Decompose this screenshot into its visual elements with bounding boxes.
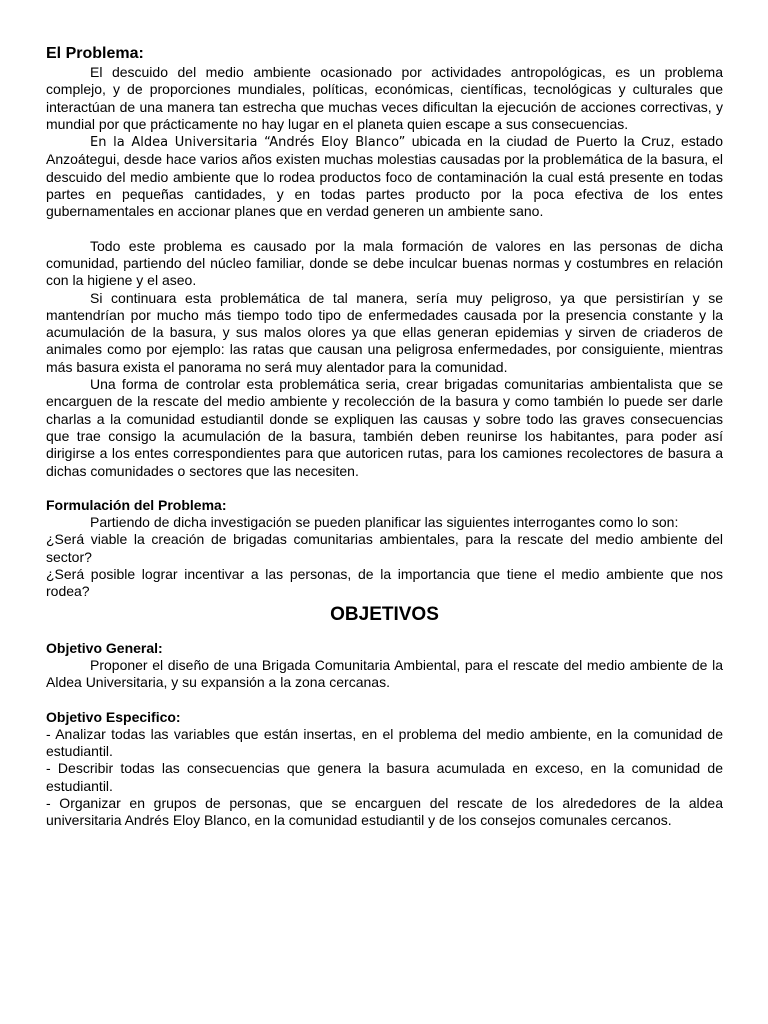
specific-objective-item: - Analizar todas las variables que están insertas, en el problema del medio ambiente, en la comunidad de estudiantil. [46,725,723,760]
objectives-title: OBJETIVOS [330,603,439,625]
formulation-question-1: ¿Será viable la creación de brigadas comunitarias ambientales, para la rescate del medio ambiente del sector? [46,531,723,565]
specific-objective-heading: Objetivo Especifico: [46,708,181,725]
spacer [46,627,723,640]
formulation-heading: Formulación del Problema: [46,496,227,513]
problem-paragraph-4: Si continuara esta problemática de tal manera, sería muy peligroso, ya que persistirían y se mantendrían por mucho más tiempo todo tipo de enfermedades causada por la presencia constante y la acumulación de la basura, y sus malos olores ya que ellas generan epidemias y sirven de criaderos de animales como por ejemplo: las ratas que causan una peligrosa enfermedades, por consiguiente, mientras más basura exista el panorama no será muy alentador para la comunidad. [46,289,723,375]
general-objective-text: Proponer el diseño de una Brigada Comunitaria Ambiental, para el rescate del medio ambiente de la Aldea Universitaria, y su expansión a la zona cercanas. [46,656,723,691]
problem-paragraph-1: El descuido del medio ambiente ocasionado por actividades antropológicas, es un problema complejo, y de proporciones mundiales, políticas, económicas, científicas, tecnológicas y culturales que interactúan de una manera tan estrecha que muchas veces dificultan la ejecución de acciones correctivas, y mundial por que prácticamente no hay lugar en el planeta quien escape a sus consecuencias. [46,64,723,132]
problem-paragraph-2-rest: ubicada en la ciudad de Puerto la Cruz, estado Anzoátegui, desde hace varios años existen muchas molestias causadas por la problemática de la basura, el descuido del medio ambiente que lo rodea productos foco de contaminación la cual está presente en todas partes en pequeñas cantidades, y en todas partes producto por la poca efectiva de los entes gubernamentales en accionar planes que en verdad generen un ambiente sano. [46,133,723,220]
document-page [46,44,723,830]
specific-objective-item: - Describir todas las consecuencias que genera la basura acumulada en exceso, en la comunidad de estudiantil. [46,760,723,794]
aldea-name: En la Aldea Universitaria “Andrés Eloy Blanco” [90,135,406,151]
spacer [46,692,723,709]
problem-heading: El Problema: [46,45,144,62]
problem-paragraph-5: Una forma de controlar esta problemática seria, crear brigadas comunitarias ambientalista que se encarguen de la rescate del medio ambiente y recolección de la basura y como también lo puede ser darle charlas a la comunidad estudiantil donde se expliquen las causas y sobre todo las graves consecuencias que trae consigo la acumulación de la basura, también deben reunirse los habitantes, para poder así dirigirse a los entes correspondientes para que autoricen rutas, para los camiones recolectores de basura a dichas comunidades o sectores que las necesiten. [46,376,723,479]
spacer [46,480,723,497]
formulation-question-2: ¿Será posible lograr incentivar a las personas, de la importancia que tiene el medio ambiente que nos rodea? [46,566,723,600]
spacer [46,221,723,238]
problem-paragraph-2 [46,133,723,220]
problem-paragraph-3: Todo este problema es causado por la mala formación de valores en las personas de dicha comunidad, partiendo del núcleo familiar, donde se debe inculcar buenas normas y costumbres en relación con la higiene y el aseo. [46,237,723,289]
formulation-paragraph: Partiendo de dicha investigación se pueden planificar las siguientes interrogantes como lo son: [90,514,679,531]
general-objective-heading: Objetivo General: [46,639,163,656]
specific-objective-item: - Organizar en grupos de personas, que se encarguen del rescate de los alrededores de la aldea universitaria Andrés Eloy Blanco, en la comunidad estudiantil y de los consejos comunales cercanos. [46,794,723,829]
